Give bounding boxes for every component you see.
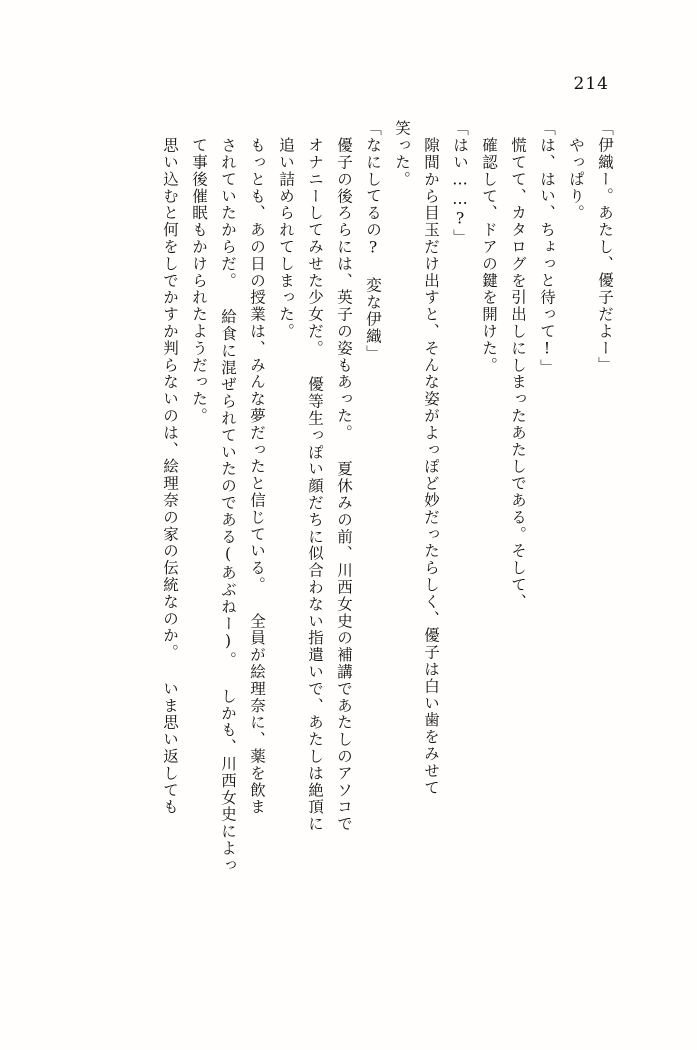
text-column: されていたからだ。 給食に混ぜられていたのである(あぶねー)。 しかも、川西女史によっ [219, 137, 237, 874]
text-column: 「なにしてるの? 変な伊織」 [364, 120, 382, 362]
text-column: 追い詰められてしまった。 [277, 137, 295, 340]
text-column: て事後催眠もかけられたようだった。 [190, 137, 208, 425]
text-column: 「はい……?」 [451, 120, 469, 246]
text-column: 確認して、ドアの鍵を開けた。 [480, 137, 498, 374]
text-column: もっとも、あの日の授業は、みんな夢だったと信じている。 全員が絵理奈に、薬を飲ま [248, 137, 266, 816]
body-text-block [62, 120, 619, 1030]
text-column: 慌てて、カタログを引出しにしまったあたしである。そして、 [509, 137, 527, 611]
text-column: 「は、はい、ちょっと待って!」 [538, 120, 556, 376]
text-column: 笑った。 [393, 120, 411, 188]
page-number: 214 [573, 74, 609, 94]
text-column: 隙間から目玉だけ出すと、そんな姿がよっぽど妙だったらしく、優子は白い歯をみせて [422, 137, 440, 797]
text-column: 思い込むと何をしでかすか判らないのは、絵理奈の家の伝統なのか。 いま思い返しても [161, 137, 179, 816]
text-column: オナニーしてみせた少女だ。 優等生っぽい顔だちに似合わない指遣いで、あたしは絶頂に [306, 137, 324, 833]
text-column: やっぱり。 [567, 137, 585, 222]
text-column: 優子の後ろらには、英子の姿もあった。 夏休みの前、川西女史の補講であたしのアソコで [335, 137, 353, 833]
text-column: 「伊織ー。あたし、優子だよー」 [596, 120, 614, 374]
